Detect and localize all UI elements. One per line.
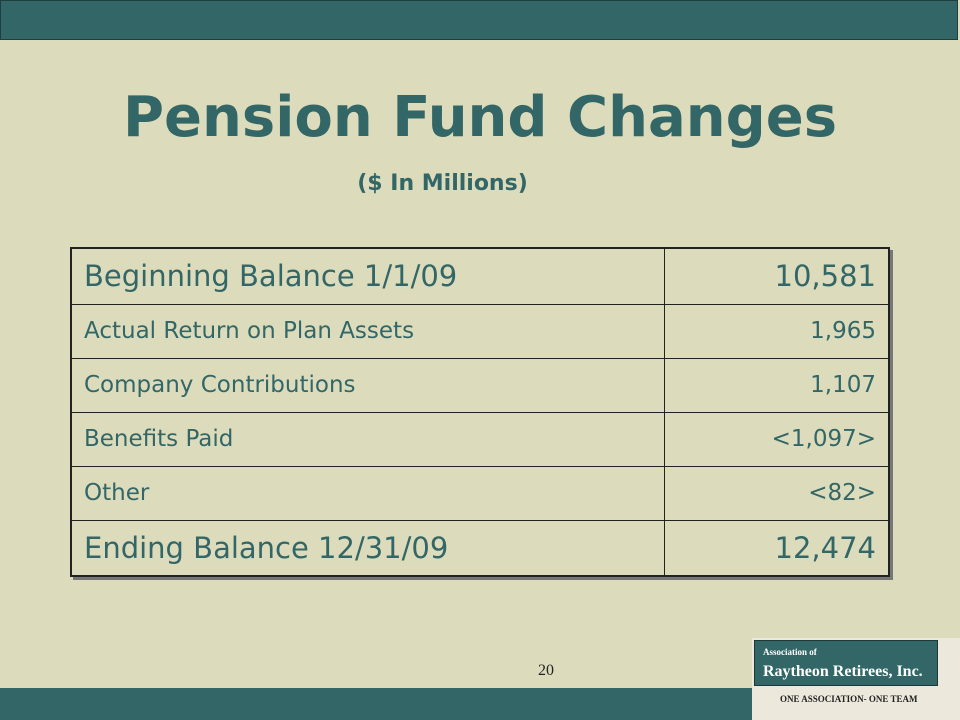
row-value: 10,581 (664, 248, 889, 304)
row-value: 1,965 (664, 304, 889, 358)
logo-organization-name: Raytheon Retirees, Inc. (763, 663, 923, 680)
row-label: Other (71, 466, 664, 520)
logo-tagline: ONE ASSOCIATION- ONE TEAM (780, 694, 918, 704)
pension-fund-table (70, 247, 890, 577)
row-value: <82> (664, 466, 889, 520)
table-row (71, 248, 889, 304)
logo-box (754, 640, 938, 686)
row-value: 1,107 (664, 358, 889, 412)
row-value: 12,474 (664, 520, 889, 576)
slide-title: Pension Fund Changes (122, 85, 838, 150)
row-label: Ending Balance 12/31/09 (71, 520, 664, 576)
table-row (71, 412, 889, 466)
table-row (71, 358, 889, 412)
row-value: <1,097> (664, 412, 889, 466)
logo-association-of: Association of (763, 647, 817, 657)
table-row (71, 304, 889, 358)
row-label: Actual Return on Plan Assets (71, 304, 664, 358)
row-label: Beginning Balance 1/1/09 (71, 248, 664, 304)
association-logo (752, 638, 960, 720)
table-row (71, 520, 889, 576)
slide-subtitle: ($ In Millions) (357, 171, 528, 196)
row-label: Benefits Paid (71, 412, 664, 466)
top-banner (0, 0, 958, 40)
row-label: Company Contributions (71, 358, 664, 412)
page-number: 20 (538, 662, 554, 679)
table-row (71, 466, 889, 520)
